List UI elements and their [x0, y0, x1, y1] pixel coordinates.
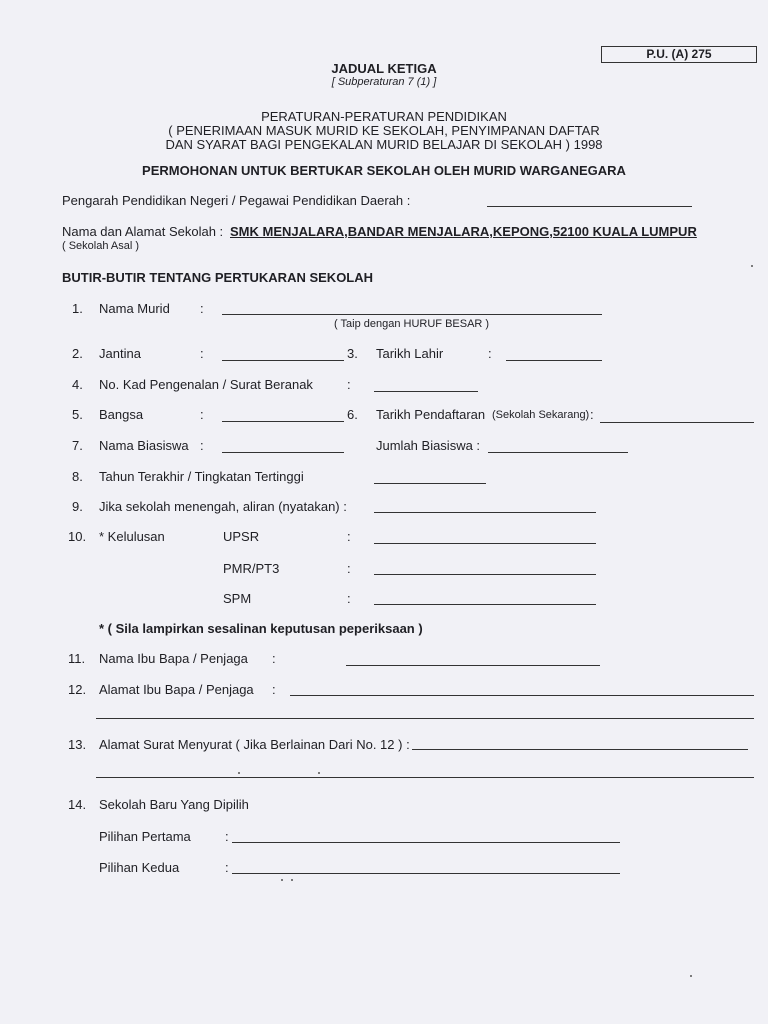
attachment-note: * ( Sila lampirkan sesalinan keputusan peperiksaan )	[99, 621, 423, 636]
upsr-result-field[interactable]	[374, 543, 596, 544]
first-choice-label: Pilihan Pertama	[99, 829, 191, 844]
exam-upsr-colon: :	[347, 529, 351, 544]
field-11-number: 11.	[68, 651, 86, 666]
field-4-colon: :	[347, 377, 351, 392]
field-1-colon: :	[200, 301, 204, 316]
field-14-label: Sekolah Baru Yang Dipilih	[99, 797, 249, 812]
regulation-line-3: DAN SYARAT BAGI PENGEKALAN MURID BELAJAR DI SEKOLAH ) 1998	[165, 137, 603, 152]
field-5-number: 5.	[72, 407, 83, 422]
form-title: PERMOHONAN UNTUK BERTUKAR SEKOLAH OLEH MURID WARGANEGARA	[142, 163, 626, 178]
field-6-number: 6.	[347, 407, 358, 422]
field-2-number: 2.	[72, 346, 83, 361]
field-2-colon: :	[200, 346, 204, 361]
field-9-number: 9.	[72, 499, 83, 514]
field-3-label: Tarikh Lahir	[376, 346, 444, 361]
field-10-label: * Kelulusan	[99, 529, 165, 544]
field-7-label: Nama Biasiswa	[99, 438, 189, 453]
regulation-line-2: ( PENERIMAAN MASUK MURID KE SEKOLAH, PENYIMPANAN DAFTAR	[168, 123, 600, 138]
first-choice-field[interactable]	[232, 842, 620, 843]
field-6-note: (Sekolah Sekarang)	[492, 409, 590, 421]
exam-spm-colon: :	[347, 591, 351, 606]
schedule-title: JADUAL KETIGA	[331, 61, 437, 76]
parent-address-field-line-2[interactable]	[96, 718, 754, 719]
field-3-colon: :	[488, 346, 492, 361]
parent-address-field-line-1[interactable]	[290, 695, 754, 696]
mailing-address-field-line-2[interactable]	[96, 777, 754, 778]
exam-pmr-label: PMR/PT3	[223, 561, 280, 576]
field-7-number: 7.	[72, 438, 83, 453]
field-4-number: 4.	[72, 377, 83, 392]
exam-spm-label: SPM	[223, 591, 252, 606]
stream-field[interactable]	[374, 512, 596, 513]
school-value: SMK MENJALARA,BANDAR MENJALARA,KEPONG,52100 KUALA LUMPUR	[230, 224, 697, 239]
pu-reference-box: P.U. (A) 275	[601, 46, 757, 63]
field-13-label: Alamat Surat Menyurat ( Jika Berlainan Dari No. 12 ) :	[99, 737, 410, 752]
scholarship-name-field[interactable]	[222, 452, 344, 453]
spm-result-field[interactable]	[374, 604, 596, 605]
addressee-label: Pengarah Pendidikan Negeri / Pegawai Pendidikan Daerah :	[62, 193, 411, 208]
first-choice-colon: :	[225, 829, 229, 844]
student-name-field[interactable]	[222, 314, 602, 315]
field-1-number: 1.	[72, 301, 83, 316]
scholarship-amount-field[interactable]	[488, 452, 628, 453]
field-1-hint: ( Taip dengan HURUF BESAR )	[334, 318, 490, 330]
parent-name-field[interactable]	[346, 665, 600, 666]
field-11-colon: :	[272, 651, 276, 666]
field-14-number: 14.	[68, 797, 87, 812]
scholarship-amount-label: Jumlah Biasiswa :	[376, 438, 481, 453]
field-12-colon: :	[272, 682, 276, 697]
field-12-number: 12.	[68, 682, 87, 697]
field-2-label: Jantina	[99, 346, 141, 361]
field-6-label: Tarikh Pendaftaran	[376, 407, 486, 422]
field-1-label: Nama Murid	[99, 301, 170, 316]
exam-upsr-label: UPSR	[223, 529, 260, 544]
field-6-colon: :	[590, 407, 594, 422]
gender-field[interactable]	[222, 360, 344, 361]
regulation-line-1: PERATURAN-PERATURAN PENDIDIKAN	[261, 109, 507, 124]
school-label: Nama dan Alamat Sekolah :	[62, 224, 224, 239]
field-8-number: 8.	[72, 469, 83, 484]
field-11-label: Nama Ibu Bapa / Penjaga	[99, 651, 248, 666]
field-5-colon: :	[200, 407, 204, 422]
field-4-label: No. Kad Pengenalan / Surat Beranak	[99, 377, 313, 392]
second-choice-colon: :	[225, 860, 229, 875]
last-year-field[interactable]	[374, 483, 486, 484]
addressee-field[interactable]	[487, 206, 692, 207]
field-7-colon: :	[200, 438, 204, 453]
second-choice-label: Pilihan Kedua	[99, 860, 180, 875]
id-number-field[interactable]	[374, 391, 478, 392]
field-3-number: 3.	[347, 346, 358, 361]
field-5-label: Bangsa	[99, 407, 144, 422]
subregulation: [ Subperaturan 7 (1) ]	[331, 76, 437, 88]
field-12-label: Alamat Ibu Bapa / Penjaga	[99, 682, 254, 697]
second-choice-field[interactable]	[232, 873, 620, 874]
mailing-address-field-line-1[interactable]	[412, 749, 748, 750]
field-13-number: 13.	[68, 737, 87, 752]
birth-date-field[interactable]	[506, 360, 602, 361]
school-sublabel: ( Sekolah Asal )	[62, 240, 140, 252]
exam-pmr-colon: :	[347, 561, 351, 576]
field-8-label: Tahun Terakhir / Tingkatan Tertinggi	[99, 469, 304, 484]
field-9-label: Jika sekolah menengah, aliran (nyatakan) :	[99, 499, 347, 514]
field-10-number: 10.	[68, 529, 87, 544]
race-field[interactable]	[222, 421, 344, 422]
registration-date-field[interactable]	[600, 422, 754, 423]
pmr-result-field[interactable]	[374, 574, 596, 575]
section-title: BUTIR-BUTIR TENTANG PERTUKARAN SEKOLAH	[62, 270, 374, 285]
